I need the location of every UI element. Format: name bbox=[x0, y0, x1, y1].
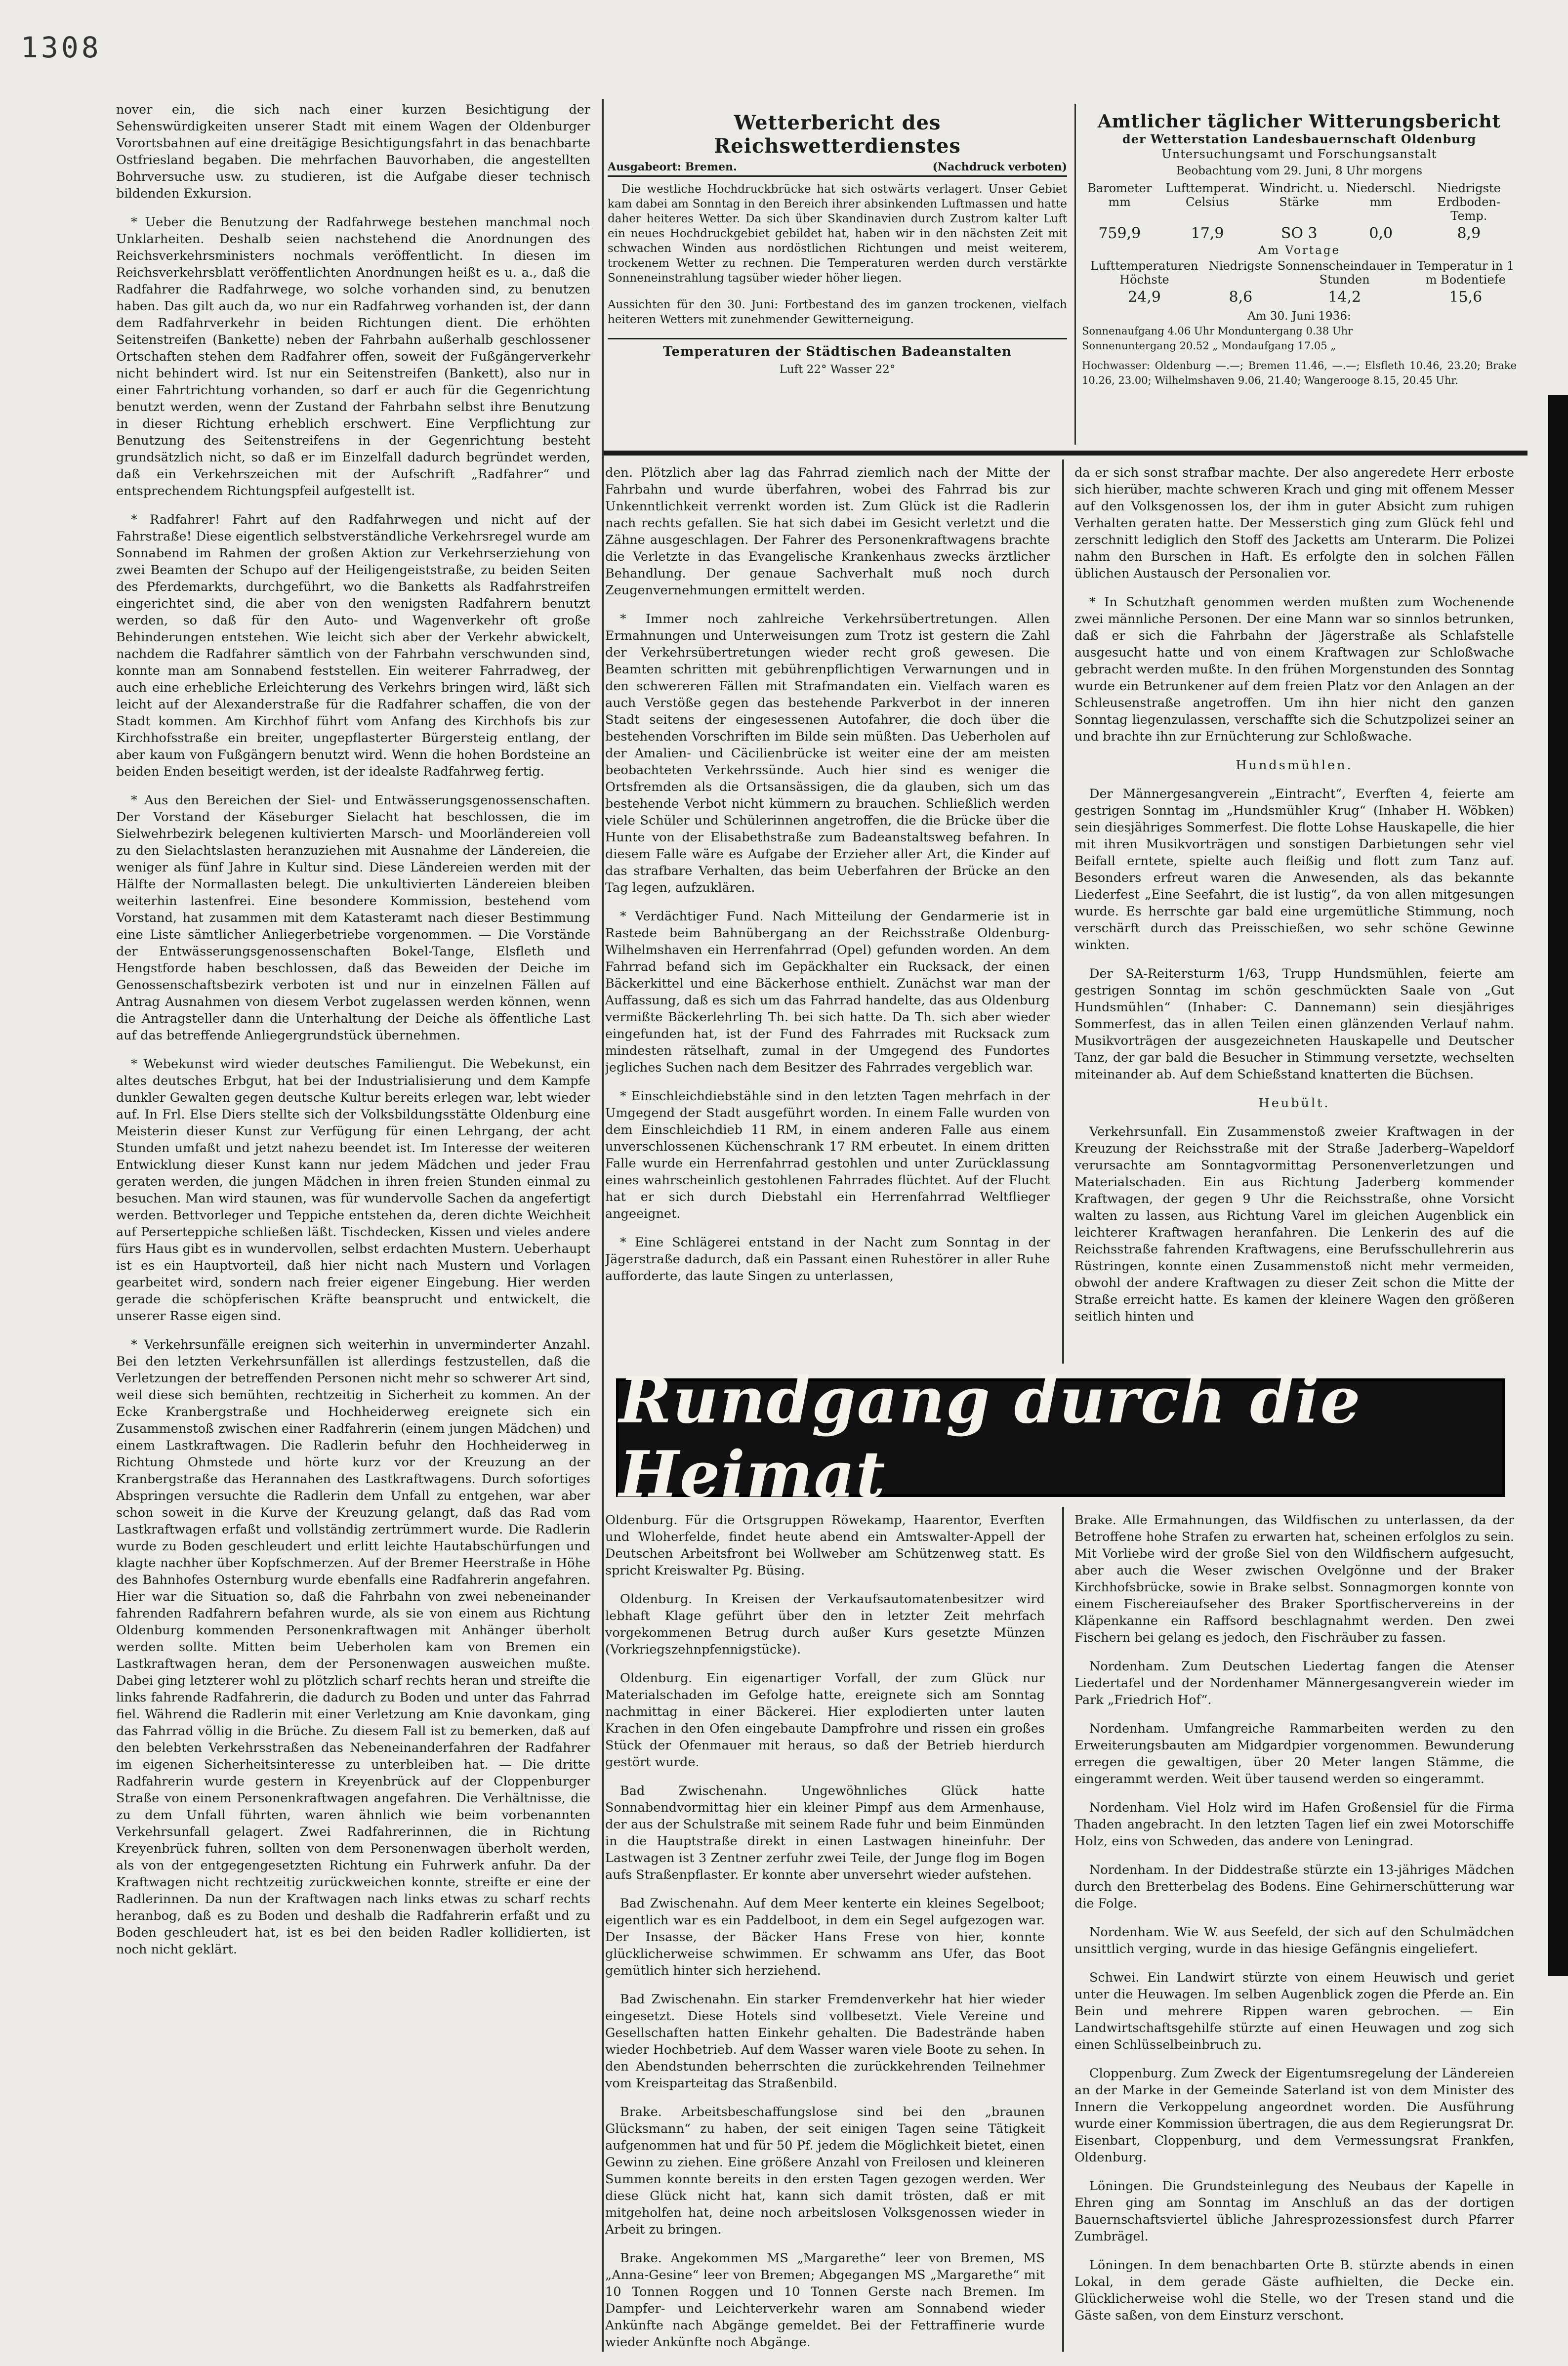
official-weather-title: Amtlicher täglicher Witterungsbericht bbox=[1097, 111, 1501, 132]
article-paragraph: Bad Zwischenahn. Ungewöhnliches Glück hatte Sonnabendvormittag hier ein kleiner Pimpf aus dem Armenhause, der aus der Schulstraße mit seinem Rade fuhr und beim Einmünden in die Hauptstraße direkt in einen Lastwagen hineinfuhr. Der Lastwagen ist 3 Zentner zerfuhr zwei Teile, der Junge flog im Bogen aufs Straßenpflaster. Er konnte aber unversehrt wieder aufstehen. bbox=[605, 1784, 1045, 1882]
day-before-label: Am Vortage bbox=[1258, 244, 1341, 257]
article-paragraph: * In Schutzhaft genommen werden mußten zum Wochenende zwei männliche Personen. Der eine Mann war so sinnlos betrunken, daß er sich die Fahrbahn der Jägerstraße als Schlafstelle ausgesucht hatte und von einem Kraftwagen zur Schloßwache gebracht werden mußte. In den frühen Morgenstunden des Sonntag wurde ein Betrunkener auf dem freien Platz vor den Anlagen an der Schleusenstraße angetroffen. Um ihn hier nicht den ganzen Sonntag liegenzulassen, verschaffte sich die Schutzpolizei seiner an und brachte ihn zur Ernüchterung zur Schloßwache. bbox=[1074, 595, 1514, 744]
official-weather-box bbox=[1082, 111, 1517, 447]
weather-report-box bbox=[608, 111, 1067, 447]
article-paragraph: * Verdächtiger Fund. Nach Mitteilung der Gendarmerie ist in Rastede beim Bahnübergang an der Reichsstraße Oldenburg-Wilhelmshaven ein Herrenfahrrad (Opel) gefunden worden. An dem Fahrrad befand sich im Gepäckhalter ein Rucksack, der einen Bäckerkittel und eine Bäckerhose enthielt. Zunächst war man der Auffassung, daß es sich um das Fahrrad handelte, das aus Oldenburg vermißte Bäckerlehrling Th. bei sich hatte. Da Th. sich aber wieder eingefunden hat, ist der Fund des Fahrrades mit Rucksack zum mindesten rätselhaft, zumal in der Umgegend des Fundortes jegliches Suchen nach dem Besitzer des Fahrrades vergeblich war. bbox=[605, 909, 1050, 1075]
sun-times-2: Sonnenuntergang 20.52 „ Mondaufgang 17.05 „ bbox=[1082, 340, 1336, 352]
article-paragraph: Brake. Alle Ermahnungen, das Wildfischen zu unterlassen, da der Betroffene hohe Strafen zu erwarten hat, scheinen erfolglos zu sein. Mit Vorliebe wird der große Siel von den Wildfischern aufgesucht, aber auch die Weser zwischen Ovelgönne und der Braker Kirchhofsbrücke, sowie in Brake selbst. Sonnagmorgen konnte von einem Fischereiaufseher des Braker Sportfischervereins in der Kläpenkanne ein Raffsord beschlagnahmt werden. Den zwei Fischern bei gelang es jedoch, den Fischräuber zu fassen. bbox=[1074, 1513, 1514, 1645]
heimat-left-column bbox=[605, 1512, 1045, 2352]
article-paragraph: Nordenham. Viel Holz wird im Hafen Großensiel für die Firma Thaden angebracht. In den letzten Tagen lief ein zwei Motorschiffe Holz, eins von Schweden, das andere von Leningrad. bbox=[1074, 1800, 1514, 1849]
table-header-cell: Windricht. u. Stärke bbox=[1260, 181, 1339, 209]
official-weather-subtitle-2: Untersuchungsamt und Forschungsanstalt bbox=[1161, 147, 1437, 161]
heimat-banner bbox=[616, 1364, 1505, 1512]
table-value-cell: SO 3 bbox=[1280, 225, 1318, 242]
article-paragraph: Bad Zwischenahn. Ein starker Fremdenverkehr hat hier wieder eingesetzt. Diese Hotels sind vollbesetzt. Viele Vereine und Gesellschaften hatten Einkehr gehalten. Die Badestrände haben wieder Hochbetrieb. Auf dem Wasser waren viele Boote zu sehen. In den Abendstunden beherrschten die zurückkehrenden Teilnehmer vom Kreisparteitag das Straßenbild. bbox=[605, 1992, 1045, 2091]
weather-report-title: Wetterbericht des Reichswetterdienstes bbox=[714, 111, 961, 158]
table-value-cell: 17,9 bbox=[1191, 225, 1224, 242]
table-value-cell: 15,6 bbox=[1449, 289, 1483, 306]
article-paragraph: * Aus den Bereichen der Siel- und Entwässerungsgenossenschaften. Der Vorstand der Käseburger Sielacht hat beschlossen, die im Sielwehrbezirk belegenen kultivierten Marsch- und Moorländereien voll zu den Sielachtslasten heranzuziehen mit Ausnahme der Ländereien, die weniger als fünf Jahre in Kultur sind. Diese Ländereien werden mit der Hälfte der Normallasten belegt. Die unkultivierten Ländereien bleiben weiterhin lastenfrei. Eine besondere Kommission, bestehend vom Vorstand, hat zusammen mit dem Katasteramt nach dieser Bestimmung eine Liste sämtlicher Anliegerbetriebe vorgenommen. — Die Vorstände der Entwässerungsgenossenschaften Bokel-Tange, Elsfleth und Hengstforde haben beschlossen, daß das Beweiden der Deiche im Genossenschaftsbezirk verboten ist und nur in einzelnen Fällen auf Antrag Ausnahmen von diesem Verbot zugelassen werden können, wenn die Antragsteller dann die Unterhaltung der Deiche als öffentliche Last auf das betreffende Anliegergrundstück übernehmen. bbox=[116, 793, 590, 1043]
article-paragraph: Cloppenburg. Zum Zweck der Eigentumsregelung der Ländereien an der Marke in der Gemeinde Saterland ist von dem Minister des Innern die Verkoppelung angeordnet worden. Die Ausführung wurde einer Kommission übertragen, die aus dem Regierungsrat Dr. Eisenbart, Cloppenburg, und dem Vermessungsrat Frankfen, Oldenburg. bbox=[1074, 2066, 1514, 2165]
table-value-cell: 0,0 bbox=[1369, 225, 1393, 242]
horizontal-rule-top bbox=[604, 451, 1527, 456]
table-header-cell: Barometer mm bbox=[1087, 181, 1152, 209]
article-paragraph: Löningen. In dem benachbarten Orte B. stürzte abends in einen Lokal, in dem gerade Gäste aufhielten, die Decke ein. Glücklicherweise wohl die Stelle, wo der Tresen stand und die Gäste saßen, von dem Einsturz verschont. bbox=[1074, 2258, 1514, 2323]
weather-place: Ausgabeort: Bremen. bbox=[608, 161, 737, 173]
table-header-cell: Niedrigste bbox=[1208, 259, 1273, 273]
table-value-cell: 8,6 bbox=[1229, 289, 1253, 306]
official-weather-subtitle-1: der Wetterstation Landesbauernschaft Oldenburg bbox=[1122, 132, 1477, 146]
article-paragraph: Oldenburg. Für die Ortsgruppen Röwekamp, Haarentor, Everften und Wloherfelde, findet heute abend ein Amtswalter-Appell der Deutschen Arbeitsfront bei Wollweber am Schützenweg statt. Es spricht Kreiswalter Pg. Büsing. bbox=[605, 1513, 1045, 1578]
article-paragraph: Der Männergesangverein „Eintracht“, Everften 4, feierte am gestrigen Sonntag im „Hundsmühler Krug“ (Inhaber H. Wöbken) sein diesjähriges Sommerfest. Die flotte Lohse Hauskapelle, die hier mit ihren Musikvorträgen und sonstigen Darbietungen sehr viel Beifall erntete, spielte auch fleißig und flott zum Tanz auf. Besonders erfreut waren die Anwesenden, als das bekannte Liederfest „Eine Seefahrt, die ist lustig“, da von allen mitgesungen wurde. Es herrschte gar bald eine urgemütliche Stimmung, noch verschärft durch das Preisschießen, wo sehr schöne Gewinne winkten. bbox=[1074, 787, 1514, 953]
table-header-cell: Niedrigste Erdboden-Temp. bbox=[1437, 181, 1501, 223]
article-paragraph: Oldenburg. In Kreisen der Verkaufsautomatenbesitzer wird lebhaft Klage geführt über den in letzter Zeit mehrfach vorgekommenen Betrug durch außer Kurs gesetzte Münzen (Vorkriegszehnpfennigstücke). bbox=[605, 1592, 1045, 1657]
article-paragraph: * Eine Schlägerei entstand in der Nacht zum Sonntag in der Jägerstraße dadurch, daß ein Passant einen Ruhestörer in aller Ruhe aufforderte, das laute Singen zu unterlassen, bbox=[605, 1235, 1050, 1284]
table-header-cell: Lufttemperat. Celsius bbox=[1165, 181, 1249, 209]
table-value-cell: 759,9 bbox=[1098, 225, 1141, 242]
table-header-cell: Temperatur in 1 m Bodentiefe bbox=[1417, 259, 1515, 287]
heimat-banner-title: Rundgang durch die Heimat bbox=[619, 1364, 1362, 1512]
article-paragraph: Nordenham. Zum Deutschen Liedertag fangen die Atenser Liedertafel und der Nordenhamer Männergesangverein wieder im Park „Friedrich Hof“. bbox=[1074, 1659, 1514, 1707]
article-paragraph: Löningen. Die Grundsteinlegung des Neubaus der Kapelle in Ehren ging am Sonntag im Anschluß an das der dortigen Bauernschaftsviertel übliche Jahresprozessionsfest durch Pfarrer Zumbrägel. bbox=[1074, 2179, 1514, 2244]
date-line: Am 30. Juni 1936: bbox=[1247, 310, 1351, 323]
article-paragraph: Nordenham. Umfangreiche Rammarbeiten werden zu den Erweiterungsbauten am Midgardpier vorgenommen. Bewunderung erregen die gewaltigen, über 20 Meter langen Stämme, die eingerammt werden. Weit über tausend werden so eingerammt. bbox=[1074, 1721, 1514, 1786]
article-paragraph: Oldenburg. Ein eigenartiger Vorfall, der zum Glück nur Materialschaden im Gefolge hatte, ereignete sich am Sonntag nachmittag in einer Bäckerei. Hier explodierten unter lauten Krachen in den Ofen eingebaute Dampfrohre und rissen ein großes Stück der Ofenmauer mit heraus, so daß der Betrieb hierdurch gestört wurde. bbox=[605, 1671, 1045, 1770]
day-before-table bbox=[1082, 258, 1517, 307]
article-paragraph: Nordenham. In der Diddestraße stürzte ein 13-jähriges Mädchen durch den Bretterbelag des Bodens. Eine Gehirnerschütterung war die Folge. bbox=[1074, 1863, 1514, 1911]
article-paragraph: Hundsmühlen. bbox=[1236, 758, 1353, 773]
article-paragraph: Bad Zwischenahn. Auf dem Meer kenterte ein kleines Segelboot; eigentlich war es ein Paddelboot, in dem ein Segel aufgezogen war. Der Insasse, der Bäcker Hans Frese von hier, konnte glücklicherweise schwimmen. Er schwamm ans Ufer, das Boot gemütlich hinter sich herziehend. bbox=[605, 1896, 1045, 1978]
table-header-cell: Niederschl. mm bbox=[1346, 181, 1416, 209]
article-paragraph: den. Plötzlich aber lag das Fahrrad ziemlich nach der Mitte der Fahrbahn und wurde überfahren, wobei des Fahrrad bis zur Unkenntlichkeit verrenkt worden ist. Zum Glück ist die Radlerin nach rechts gefallen. Sie hat sich dabei im Gesicht verletzt und die Zähne ausgeschlagen. Der Fahrer des Personenkraftwagens brachte die Verletzte in das Evangelische Krankenhaus zwecks ärztlicher Behandlung. Der genaue Sachverhalt muß noch durch Zeugenvernehmungen ermittelt werden. bbox=[605, 465, 1050, 598]
article-paragraph: * Verkehrsunfälle ereignen sich weiterhin in unverminderter Anzahl. Bei den letzten Verkehrsunfällen ist allerdings festzustellen, daß die Verletzungen der betreffenden Personen nicht mehr so schwerer Art sind, weil diese sich bemühten, rechtzeitig in Sicherheit zu kommen. An der Ecke Kranbergstraße und Hochheiderweg ereignete sich ein Zusammenstoß zwischen einer Radfahrerin (einem jungen Mädchen) und einem Lastkraftwagen. Die Radlerin befuhr den Hochheiderweg in Richtung Ohmstede und hörte kurz vor der Kreuzung an der Kranbergstraße das Herannahen des Lastkraftwagens. Durch sofortiges Abspringen versuchte die Radlerin dem Unfall zu entgehen, war aber schon soweit in die Kurve der Kreuzung gelangt, daß das Rad vom Lastkraftwagen erfaßt und vollständig zertrümmert wurde. Die Radlerin wurde zu Boden geschleudert und erlitt leichte Hautabschürfungen und klagte nachher über Kopfschmerzen. Auf der Bremer Heerstraße in Höhe des Bahnhofes Osternburg wurde ebenfalls eine Radfahrerin angefahren. Hier war die Situation so, daß die Fahrbahn von zwei nebeneinander fahrenden Radfahrern befahren wurde, als sie von einem aus Richtung Oldenburg kommenden Personenkraftwagen mit Anhänger überholt werden sollte. Mitten beim Ueberholen kam von Bremen ein Lastkraftwagen heran, dem der Personenwagen ausweichen mußte. Dabei ging letzterer wohl zu plötzlich scharf rechts heran und streifte die links fahrende Radfahrerin, die dadurch zu Boden und unter das Fahrrad fiel. Während die Radlerin mit einer Verletzung am Knie davonkam, ging das Fahrrad völlig in die Brüche. Zu diesem Fall ist zu bemerken, daß auf den belebten Verkehrsstraßen das Nebeneinanderfahren der Radfahrer im eigenen Sicherheitsinteresse zu unterbleiben hat. — Die dritte Radfahrerin wurde gestern in Kreyenbrück auf der Cloppenburger Straße von einem Personenkraftwagen angefahren. Die Verhältnisse, die zu dem Unfall führten, waren ähnlich wie beim vorbenannten Verkehrsunfall gelagert. Zwei Radfahrerinnen, die in Richtung Kreyenbrück fuhren, sollten von dem Personenwagen überholt werden, als von der entgegengesetzten Richtung ein Fuhrwerk anfuhr. Da der Kraftwagen nicht rechtzeitig zurückweichen konnte, streifte er eine der Radlerinnen. Da nun der Kraftwagen nach links etwas zu scharf rechts heranbog, daß es zu Boden und deshalb die Radfahrerin erfaßt und zu Boden geschleudert hat, ist es bei den beiden Radler kollidierten, ist noch nicht geklärt. bbox=[116, 1337, 590, 1957]
table-value-cell: 24,9 bbox=[1128, 289, 1161, 306]
article-paragraph: * Einschleichdiebstähle sind in den letzten Tagen mehrfach in der Umgegend der Stadt ausgeführt worden. In einem Falle wurden von dem Einschleichdieb 11 RM, in einem anderen Falle aus einem unverschlossenen Küchenschrank 17 RM erbeutet. In einem dritten Falle wurde ein Herrenfahrrad gestohlen und unter Zurücklassung eines wahrscheinlich gestohlenen Fahrrades flüchtet. Auf der Flucht hat er sich durch Diebstahl ein Herrenfahrrad Weltflieger angeeignet. bbox=[605, 1089, 1050, 1221]
article-paragraph: Heubült. bbox=[1258, 1096, 1330, 1111]
right-column bbox=[1074, 464, 1514, 1364]
article-paragraph: * Radfahrer! Fahrt auf den Radfahrwegen und nicht auf der Fahrstraße! Diese eigentlich selbstverständliche Verkehrsregel wurde am Sonnabend im Rahmen der großen Aktion zur Verkehrserziehung von zwei Beamten der Schupo auf der Heiligengeiststraße, zu beiden Seiten des Pferdemarkts, durchgeführt, wo die Banketts als Radfahrstreifen eingerichtet sind, die aber von den wenigsten Radfahrern benutzt werden, so daß für den Auto- und Wagenverkehr oft große Behinderungen entstehen. Wie leicht sich aber der Verkehr abwickelt, nachdem die Radfahrer sämtlich von der Fahrbahn verschwunden sind, konnte man am Sonnabend feststellen. Ein weiterer Fahrradweg, der auch eine erhebliche Erleichterung des Verkehrs bringen wird, läßt sich leicht auf der Alexanderstraße für die Radfahrer schaffen, die von der Stadt kommen. Am Kirchhof führt vom Anfang des Kirchhofs bis zur Kirchhofsstraße ein breiter, ungepflasterter Bürgersteig entlang, der aber kaum von Fußgängern benutzt wird. Wenn die hohen Bordsteine an beiden Enden beseitigt werden, ist der idealste Radfahrweg fertig. bbox=[116, 512, 590, 779]
scan-edge bbox=[1548, 395, 1568, 1976]
weather-outlook: Aussichten für den 30. Juni: Fortbestand des im ganzen trockenen, vielfach heiteren Wetters mit zunehmender Gewitterneigung. bbox=[608, 298, 1067, 326]
heimat-right-column bbox=[1074, 1512, 1514, 2352]
table-value-cell: 14,2 bbox=[1328, 289, 1362, 306]
baths-title: Temperaturen der Städtischen Badeanstalten bbox=[663, 344, 1012, 359]
left-column bbox=[116, 101, 590, 2354]
baths-values: Luft 22° Wasser 22° bbox=[779, 363, 896, 376]
article-paragraph: * Immer noch zahlreiche Verkehrsübertretungen. Allen Ermahnungen und Unterweisungen zum Trotz ist gestern die Zahl der Verkehrsübertretungen wieder recht groß gewesen. Die Beamten schritten mit gebührenpflichtigen Verwarnungen und in den schwereren Fällen mit Strafmandaten ein. Vielfach waren es auch Verstöße gegen das bestehende Parkverbot in der inneren Stadt seitens der eingesessenen Autofahrer, die doch über die bestehenden Vorschriften im Bilde sein müßten. Das Ueberholen auf der Amalien- und Cäcilienbrücke ist weiter eine der am meisten beobachteten Verkehrssünde. Auch hier sind es weniger die Ortsfremden als die Ortsansässigen, die da glauben, sich um das bestehende Verbot nicht kümmern zu brauchen. Schließlich werden viele Schüler und Schülerinnen angetroffen, die die Brücke über die Hunte von der Elisabethstraße zum Badeanstaltsweg befahren. In diesem Falle wäre es Aufgabe der Erzieher aller Art, die Kinder auf das strafbare Verhalten, das beim Ueberfahren der Brücke an den Tag legen, aufzuklären. bbox=[605, 612, 1050, 895]
table-header-cell: Lufttemperaturen Höchste bbox=[1090, 259, 1198, 287]
table-header-cell: Sonnenscheindauer in Stunden bbox=[1277, 259, 1412, 287]
article-paragraph: Schwei. Ein Landwirt stürzte von einem Heuwisch und geriet unter die Heuwagen. Im selben Augenblick zogen die Pferde an. Ein Bein und mehrere Rippen waren gebrochen. — Ein Landwirtschaftsgehilfe stürzte auf einen Heuwagen und zog sich einen Schlüsselbeinbruch zu. bbox=[1074, 1970, 1514, 2052]
article-paragraph: Verkehrsunfall. Ein Zusammenstoß zweier Kraftwagen in der Kreuzung der Reichsstraße mit der Straße Jaderberg–Wapeldorf verursachte am Sonntagvormittag Personenverletzungen und Materialschaden. Ein aus Richtung Jaderberg kommender Kraftwagen, der gegen 9 Uhr die Reichsstraße, ohne Vorsicht walten zu lassen, aus Richtung Varel im gleichen Augenblick ein leichterer Kraftwagen heranfahren. Die Lenkerin des auf die Reichsstraße fahrenden Kraftwagens, eine Berufsschullehrerin aus Rüstringen, konnte einen Zusammenstoß nicht mehr vermeiden, obwohl der andere Kraftwagen zu dieser Zeit schon die Mitte der Straße erreicht hatte. Es kamen der kleinere Wagen den größeren seitlich hinten und bbox=[1074, 1124, 1514, 1324]
observation-table bbox=[1082, 180, 1517, 243]
article-paragraph: Brake. Arbeitsbeschaffungslose sind bei den „braunen Glücksmann“ zu haben, der seit einigen Tagen seine Tätigkeit aufgenommen hat und für 50 Pf. jedem die Möglichkeit bietet, einen Gewinn zu ziehen. Eine größere Anzahl von Freilosen und kleineren Summen konnte bereits in den ersten Tagen gezogen werden. Wer diese Glück nicht hat, kann sich damit trösten, daß er mit mitgeholfen hat, deine noch arbeitslosen Volksgenossen wieder in Arbeit zu bringen. bbox=[605, 2105, 1045, 2237]
column-divider-weather bbox=[1074, 104, 1076, 445]
table-value-cell: 8,9 bbox=[1457, 225, 1481, 242]
weather-note: (Nachdruck verboten) bbox=[932, 161, 1067, 173]
article-paragraph: nover ein, die sich nach einer kurzen Besichtigung der Sehenswürdigkeiten unserer Stadt mit einem Wagen der Oldenburger Vorortsbahnen auf eine dreitägige Besichtigungsfahrt in das benachbarte Ostfriesland begaben. Die mehrfachen Bauvorhaben, die angestellten Bohrversuche usw. zu studieren, ist die Aufgabe dieser technisch bildenden Exkursion. bbox=[116, 102, 590, 201]
middle-column bbox=[605, 464, 1050, 1364]
article-paragraph: Der SA-Reitersturm 1/63, Trupp Hundsmühlen, feierte am gestrigen Sonntag im schön geschmückten Saale von „Gut Hundsmühlen“ (Inhaber: C. Dannemann) sein diesjähriges Sommerfest, das in allen Teilen einen glänzenden Verlauf nahm. Musikvorträgen der ausgezeichneten Hauskapelle und Deutscher Tanz, der gar bald die Besucher in Stimmung versetzte, wechselten miteinander ab. Auf dem Schießstand knatterten die Büchsen. bbox=[1074, 966, 1514, 1082]
tide-times: Hochwasser: Oldenburg —.—; Bremen 11.46, —.—; Elsfleth 10.46, 23.20; Brake 10.26, 23.00; Wilhelmshaven 9.06, 21.40; Wangerooge 8.15, 20.45 Uhr. bbox=[1082, 360, 1517, 386]
column-divider-middle bbox=[1062, 459, 1064, 1364]
page-number: 1308 bbox=[21, 31, 102, 64]
article-paragraph: * Webekunst wird wieder deutsches Familiengut. Die Webekunst, ein altes deutsches Erbgut, hat bei der Industrialisierung und dem Kampfe dunkler Gewalten gegen deutsche Kultur bereits erlegen war, lebt wieder auf. In Frl. Else Diers stellte sich der Volksbildungsstätte Oldenburg eine Meisterin dieser Kunst zur Verfügung für einen Lehrgang, der acht Stunden umfaßt und jetzt nahezu beendet ist. Im Interesse der weiteren Entwicklung dieser Kunst kann nur jedem Mädchen und jeder Frau geraten werden, die jungen Mädchen in ihren freien Stunden einmal zu besuchen. Man wird staunen, was für wundervolle Sachen da angefertigt werden. Bettvorleger und Teppiche entstehen da, deren dichte Weichheit auf Perserteppiche schließen läßt. Tischdecken, Kissen und vieles andere fürs Haus gibt es in wundervollen, selbst erdachten Mustern. Ueberhaupt ist es ein Hauptvorteil, daß hier nicht nach Mustern und Vorlagen gearbeitet wird, sondern nach freier eigener Eingebung. Hier werden gerade die schöpferischen Kräfte beansprucht und entwickelt, die unserer Rasse eigen sind. bbox=[116, 1057, 590, 1324]
article-paragraph: Brake. Angekommen MS „Margarethe“ leer von Bremen, MS „Anna-Gesine“ leer von Bremen; Abgegangen MS „Margarethe“ mit 10 Tonnen Roggen und 10 Tonnen Gerste nach Bremen. Im Dampfer- und Leichterverkehr waren am Sonnabend wieder Ankünfte nach Abgänge gemeldet. Bei der Fettraffinerie wurde wieder Ankünfte noch Abgänge. bbox=[605, 2251, 1045, 2350]
article-paragraph: da er sich sonst strafbar machte. Der also angeredete Herr erboste sich hierüber, machte schweren Krach und ging mit offenem Messer auf den Volksgenossen los, der ihm in guter Absicht zum ruhigen Verhalten geraten hatte. Der Messerstich ging zum Glück fehl und zerschnitt lediglich den Stoff des Jacketts am Unterarm. Die Polizei nahm den Burschen in Haft. Es erfolgte den in solchen Fällen üblichen Austausch der Personalien vor. bbox=[1074, 465, 1514, 581]
article-paragraph: Nordenham. Wie W. aus Seefeld, der sich auf den Schulmädchen unsittlich verging, wurde in das hiesige Gefängnis eingeliefert. bbox=[1074, 1925, 1514, 1956]
weather-text: Die westliche Hochdruckbrücke hat sich ostwärts verlagert. Unser Gebiet kam dabei am Sonntag in den Bereich ihrer absinkenden Luftmassen und hatte daher heiteres Wetter. Da sich über Skandinavien durch Zustrom kalter Luft ein neues Hochdruckgebiet gebildet hat, haben wir in den nächsten Zeit mit schwachen Winden aus nordöstlichen Richtungen und meist weiterem, trockenem Wetter zu rechnen. Die Temperaturen werden durch verstärkte Sonneneinstrahlung tagsüber wieder höher liegen. bbox=[608, 183, 1067, 285]
column-divider-heimat bbox=[1062, 1507, 1064, 2352]
column-divider-left bbox=[602, 99, 604, 2352]
sun-times: Sonnenaufgang 4.06 Uhr Monduntergang 0.38 Uhr bbox=[1082, 325, 1353, 337]
article-paragraph: * Ueber die Benutzung der Radfahrwege bestehen manchmal noch Unklarheiten. Deshalb seien nachstehend die Anordnungen des Reichsverkehrsministers nochmals veröffentlicht. In diesen im Reichsverkehrsblatt veröffentlichten Anordnungen heißt es u. a., daß die Radfahrer die Radfahrwege, wo solche vorhanden sind, zu benutzen haben. Das gilt auch da, wo nur ein Radfahrweg vorhanden ist, der dann dem Radfahrverkehr in beiden Richtungen dient. Die erhöhten Seitenstreifen (Bankette) neben der Fahrbahn außerhalb geschlossener Ortschaften stehen dem Radfahrer offen, soweit der Fußgängerverkehr nicht behindert wird. Ist nur ein Seitenstreifen (Bankett), also nur in einer Fahrtrichtung vorhanden, so darf er auch für die Gegenrichtung benutzt werden, wenn der Zustand der Fahrbahn selbst ihre Benutzung in dieser Richtung erheblich erschwert. Eine Verpflichtung zur Benutzung des Seitenstreifens in der Gegenrichtung besteht grundsätzlich nicht, so daß er im Einzelfall dadurch begründet werden, daß ein Verkehrszeichen mit der Aufschrift „Radfahrer“ und entsprechendem Richtungspfeil aufgestellt ist. bbox=[116, 215, 590, 498]
observation-time: Beobachtung vom 29. Juni, 8 Uhr morgens bbox=[1176, 165, 1423, 177]
